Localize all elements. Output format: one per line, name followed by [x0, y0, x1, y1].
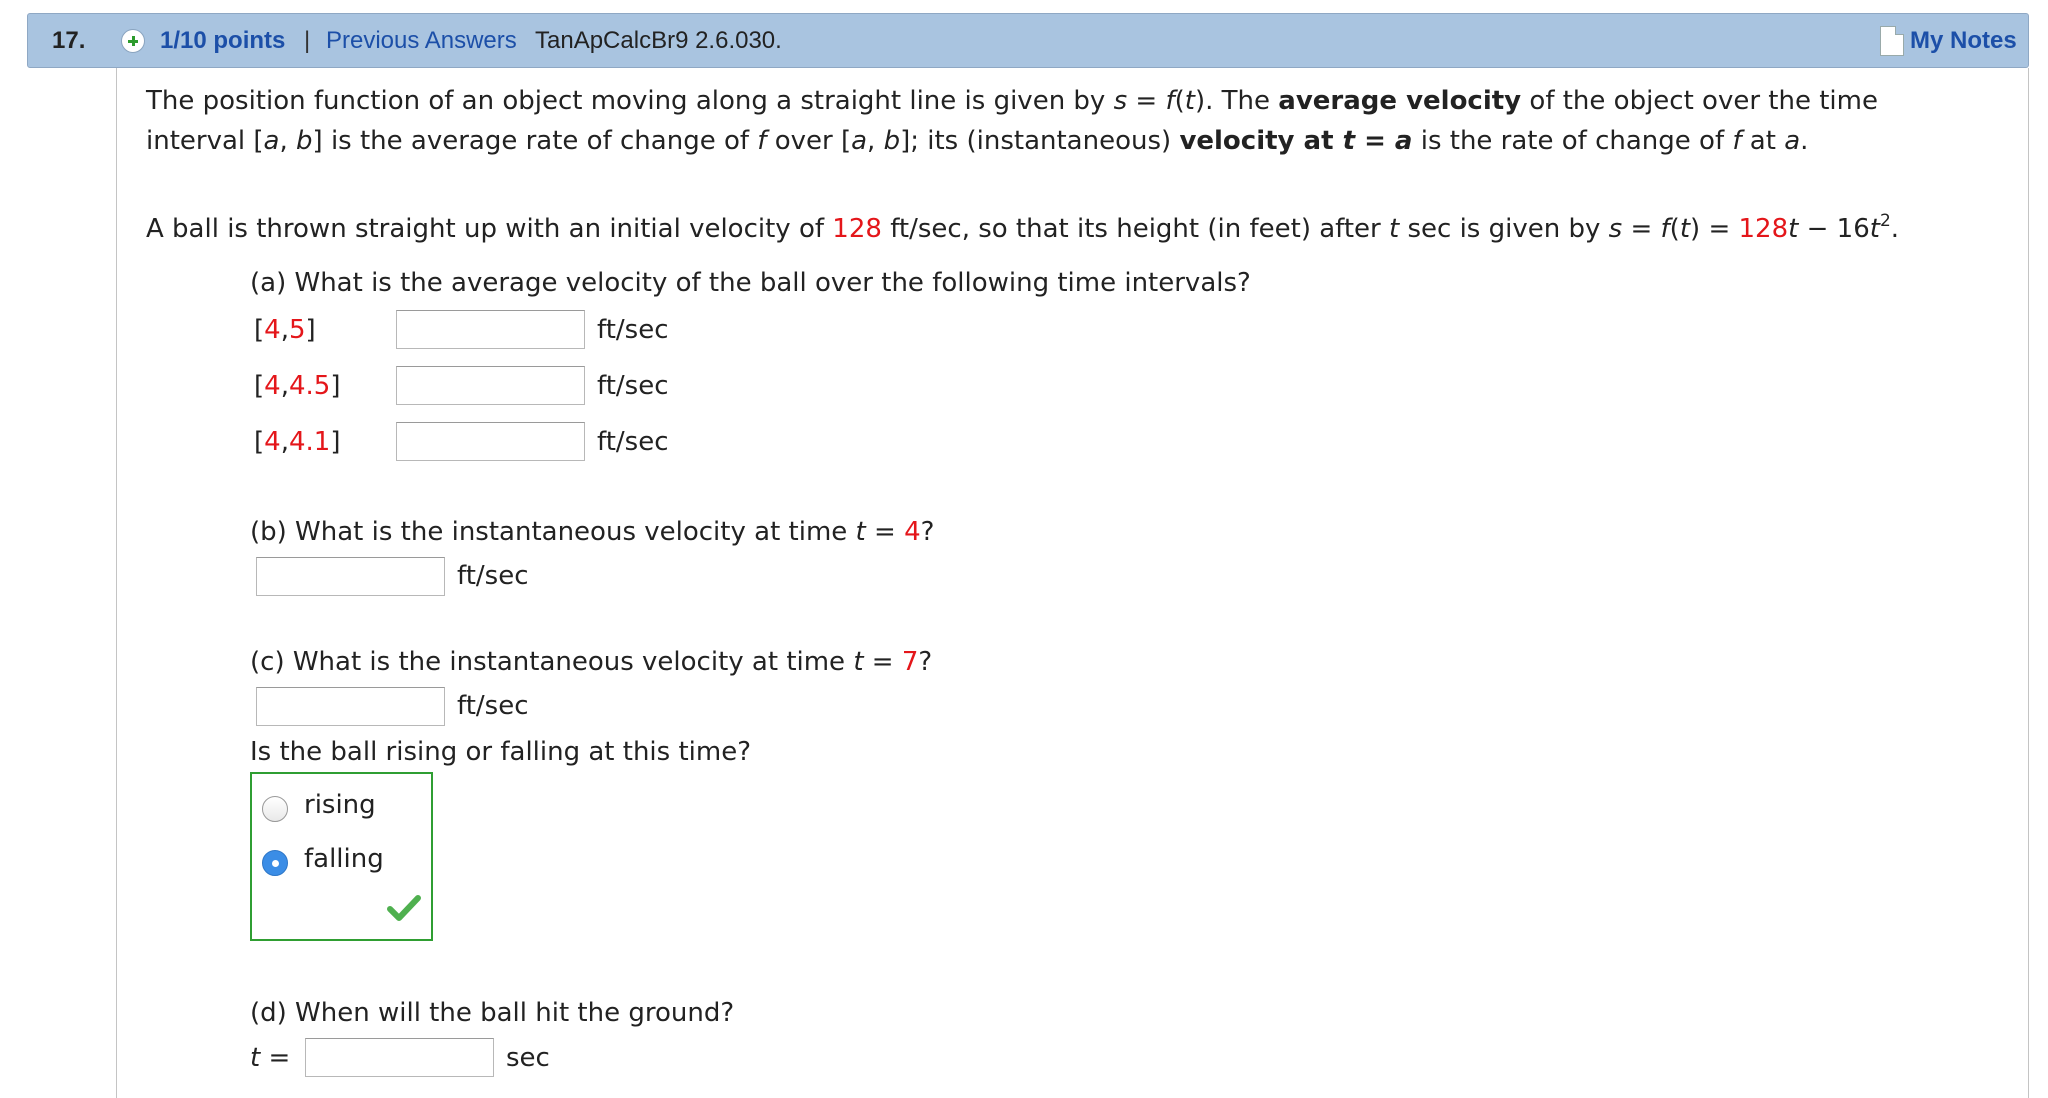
unit-c: ft/sec [457, 691, 529, 721]
unit-b: ft/sec [457, 561, 529, 591]
notes-icon[interactable] [1880, 26, 1904, 56]
unit-a1: ft/sec [597, 315, 669, 345]
unit-d: sec [506, 1043, 550, 1073]
part-c-question: (c) What is the instantaneous velocity at time t = 7? [250, 647, 933, 677]
part-d-t-label: t = [250, 1043, 291, 1073]
answer-input-a2[interactable] [396, 366, 585, 405]
radio-rising[interactable] [262, 796, 288, 822]
unit-a3: ft/sec [597, 427, 669, 457]
answer-input-c[interactable] [256, 687, 445, 726]
interval-label-2: [4,4.5] [254, 371, 341, 401]
part-b-question: (b) What is the instantaneous velocity at time t = 4? [250, 517, 935, 547]
intro-line-1: The position function of an object moving along a straight line is given by s = f(t). The average velocity of the object over the time [146, 86, 1878, 116]
separator: | [304, 27, 311, 54]
part-c-follow-up: Is the ball rising or falling at this time? [250, 737, 751, 767]
interval-label-1: [4,5] [254, 315, 316, 345]
radio-falling[interactable] [262, 850, 288, 876]
question-header [27, 13, 2029, 68]
content-left-border [116, 68, 117, 1098]
points-link[interactable]: 1/10 points [160, 27, 286, 54]
expand-plus-icon[interactable] [121, 29, 145, 53]
previous-answers-link[interactable]: Previous Answers [326, 27, 517, 54]
intro-line-2: interval [a, b] is the average rate of change of f over [a, b]; its (instantaneous) velocity at t = a is the rate of change of f at a. [146, 126, 1809, 156]
answer-input-b[interactable] [256, 557, 445, 596]
correct-check-icon [387, 894, 421, 922]
content-right-border [2028, 68, 2029, 1098]
rising-falling-choice-group [250, 772, 433, 941]
option-label-rising[interactable]: rising [304, 790, 376, 820]
answer-input-a1[interactable] [396, 310, 585, 349]
answer-input-a3[interactable] [396, 422, 585, 461]
unit-a2: ft/sec [597, 371, 669, 401]
answer-input-d[interactable] [305, 1038, 494, 1077]
part-a-question: (a) What is the average velocity of the ball over the following time intervals? [250, 268, 1251, 298]
my-notes-link[interactable]: My Notes [1910, 27, 2017, 54]
problem-statement: A ball is thrown straight up with an initial velocity of 128 ft/sec, so that its height (in feet) after t sec is given by $s = f(t) = 128t - 16t^2$. [146, 211, 1900, 244]
interval-label-3: [4,4.1] [254, 427, 341, 457]
question-number: 17. [52, 27, 86, 54]
option-label-falling[interactable]: falling [304, 844, 384, 874]
part-d-question: (d) When will the ball hit the ground? [250, 998, 735, 1028]
question-source: TanApCalcBr9 2.6.030. [535, 27, 782, 54]
